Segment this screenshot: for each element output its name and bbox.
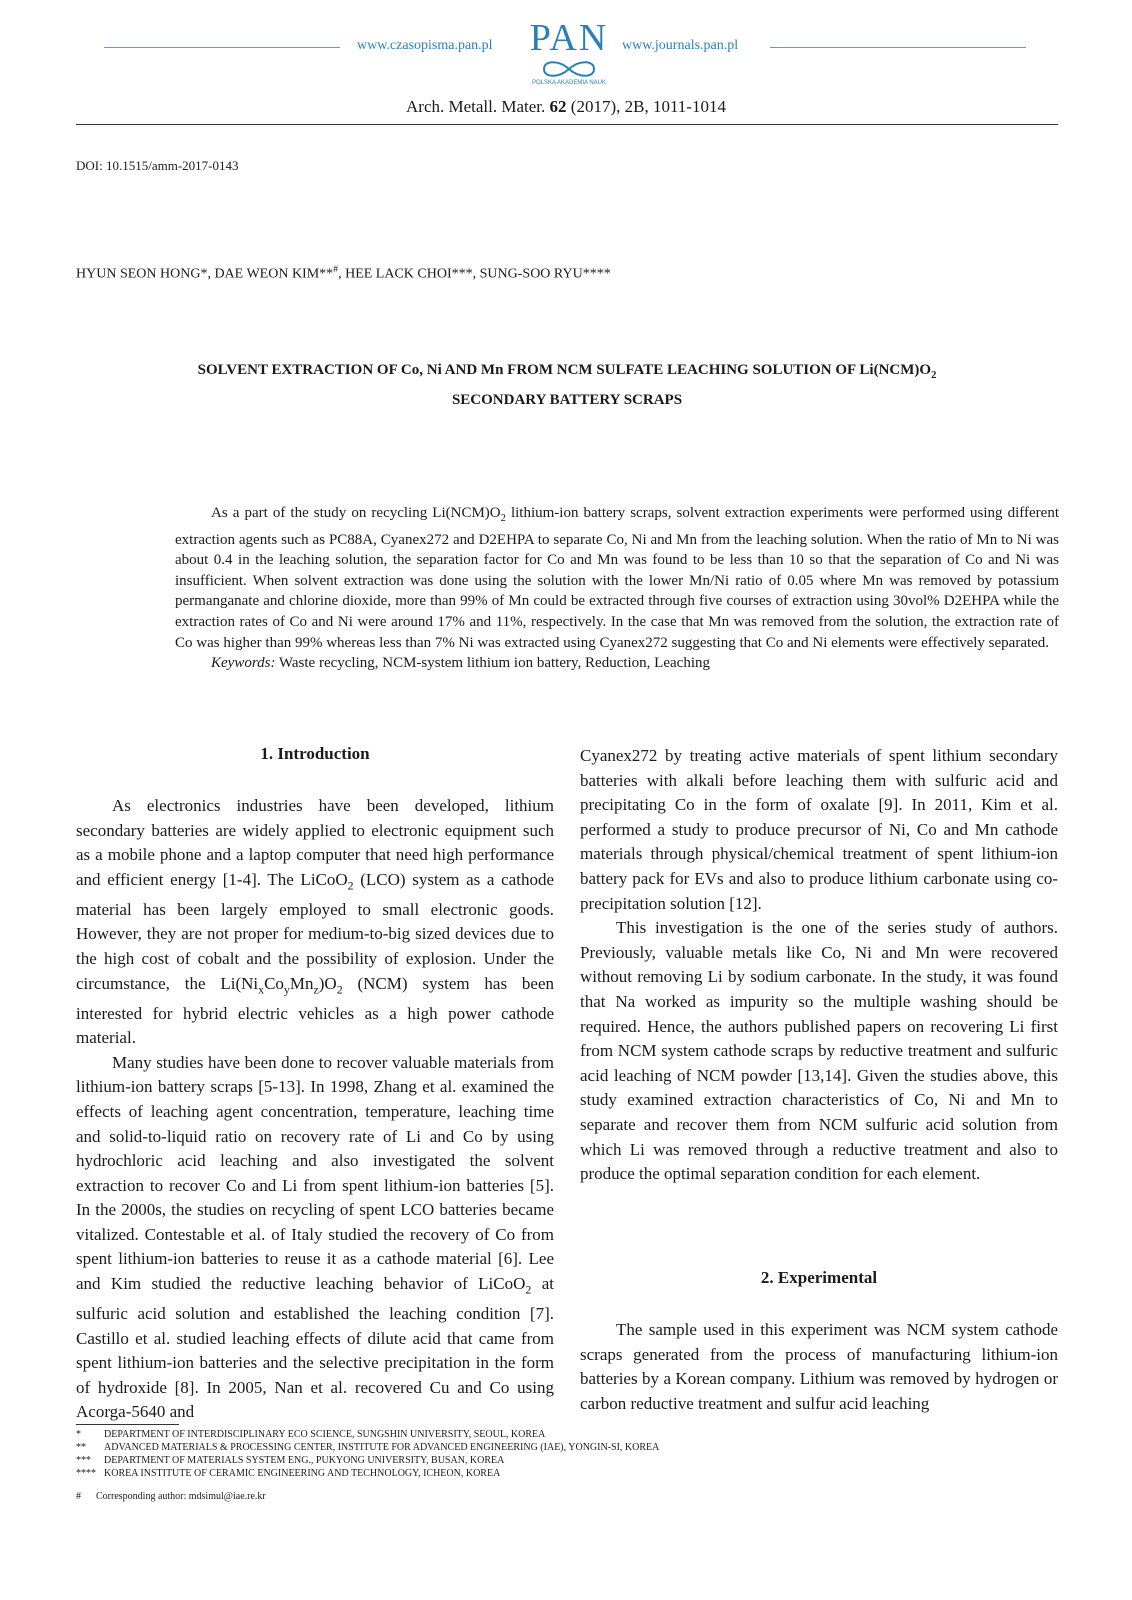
intro-p2-sub: 2 bbox=[525, 1282, 532, 1297]
experimental-heading: 2. Experimental bbox=[760, 1268, 878, 1287]
author-list bbox=[76, 264, 611, 283]
intro-paragraph-1 bbox=[76, 794, 554, 1051]
footnote-text: DEPARTMENT OF INTERDISCIPLINARY ECO SCIENCE, SUNGSHIN UNIVERSITY, SEOUL, KOREA bbox=[104, 1429, 546, 1440]
title-line-1 bbox=[76, 358, 1058, 388]
authors-part-1: HYUN SEON HONG*, DAE WEON KIM** bbox=[76, 266, 334, 282]
doi[interactable]: DOI: 10.1515/amm-2017-0143 bbox=[76, 158, 239, 173]
corresponding-mark: # bbox=[76, 1491, 81, 1502]
footnote-1 bbox=[76, 1428, 545, 1441]
intro-paragraph-4: This investigation is the one of the series study of authors. Previously, valuable metals like Co, Ni and Mn were recovered without removing Li by sodium carbonate. In the study, it was found that Na worked as impurity so the multiple washing should be required. Hence, the authors published papers on recovering Li first from NCM system cathode scraps by reductive treatment and sulfuric acid leaching of NCM powder [13,14]. Given the studies above, this study examined extraction characteristics of Co, Ni and Mn to separate and recover them from NCM sulfuric acid solution from which Li was removed through a reductive treatment and also to produce the optimal separation condition for each element. bbox=[580, 918, 1058, 1184]
intro-paragraph-2 bbox=[76, 1051, 554, 1425]
footnote-rule bbox=[76, 1424, 179, 1425]
intro-p1-y: y bbox=[283, 981, 290, 996]
footnote-text: KOREA INSTITUTE OF CERAMIC ENGINEERING AND TECHNOLOGY, ICHEON, KOREA bbox=[104, 1468, 501, 1479]
footnote-2 bbox=[76, 1441, 659, 1454]
intro-p1-z: z bbox=[313, 981, 319, 996]
abstract-part-b: lithium-ion battery scraps, solvent extraction experiments were performed using different extraction agents such as PC88A, Cyanex272 and D2EHPA to separate Co, Ni and Mn from the leaching solution. When the ratio of Mn to Ni was about 0.4 in the leaching solution, the separation factor for Co and Mn was found to be less than 10 so that the separation of Co and Ni was insufficient. When solvent extraction was done using the solution with the lower Mn/Ni ratio of 0.05 where Mn was removed by potassium permanganate and chlorine dioxide, more than 99% of Mn could be extracted through five courses of extraction using 30vol% D2EHPA while the extraction rates of Co and Ni were around 17% and 11%, respectively. In the case that Mn was removed from the solution, the extraction rate of Co was higher than 99% whereas less than 7% Ni was extracted using Cyanex272 suggesting that Co and Ni elements were effectively separated. bbox=[175, 505, 1059, 651]
pan-logo bbox=[526, 18, 612, 88]
abstract-part-a: As a part of the study on recycling Li(NCM)O bbox=[211, 505, 501, 521]
header-line-left bbox=[104, 47, 340, 48]
intro-column bbox=[76, 794, 554, 1425]
intro-p2-b: at sulfuric acid solution and established the leaching condition [7]. Castillo et al. studied leaching effects of dilute acid that came from spent lithium-ion batteries and the selective precipitation in the form of hydroxide [8]. In 2005, Nan et al. recovered Cu and Co using Acorga-5640 and bbox=[76, 1274, 554, 1422]
title-line-2: SECONDARY BATTERY SCRAPS bbox=[451, 392, 683, 408]
intro-p1-b: (LCO) system as a cathode material has been largely employed to small electronic goods. However, they are not proper for medium-to-big sized devices due to the high cost of cobalt and the possibility of explosion. Under the circumstance, the Li(Ni bbox=[76, 869, 554, 993]
authors-part-2: , HEE LACK CHOI***, SUNG-SOO RYU**** bbox=[338, 266, 611, 282]
footnote-3 bbox=[76, 1454, 504, 1467]
intro-p1-mn: Mn bbox=[289, 973, 314, 993]
intro-p1-x: x bbox=[258, 981, 265, 996]
header-url-left[interactable]: www.czasopisma.pan.pl bbox=[357, 38, 493, 53]
abstract bbox=[175, 503, 1059, 674]
header-url-right[interactable]: www.journals.pan.pl bbox=[622, 38, 739, 53]
abstract-text bbox=[175, 503, 1059, 653]
title-line-1-text: SOLVENT EXTRACTION OF Co, Ni AND Mn FROM NCM SULFATE LEACHING SOLUTION OF Li(NCM)O bbox=[197, 362, 932, 378]
abstract-subscript: 2 bbox=[500, 513, 506, 524]
header-rule bbox=[76, 124, 1058, 125]
footnote-mark: ** bbox=[76, 1442, 86, 1453]
intro-heading: 1. Introduction bbox=[260, 744, 370, 763]
footnote-text: DEPARTMENT OF MATERIALS SYSTEM ENG., PUKYONG UNIVERSITY, BUSAN, KOREA bbox=[104, 1455, 505, 1466]
experimental-paragraph-1: The sample used in this experiment was NCM system cathode scraps generated from the process of manufacturing lithium-ion batteries by a Korean company. Lithium was removed by hydrogen or carbon reductive treatment and sulfur acid leaching bbox=[580, 1320, 1058, 1413]
intro-p1-sub2: 2 bbox=[336, 981, 343, 996]
experimental-column bbox=[580, 1318, 1058, 1416]
journal-issue-pages: (2017), 2B, 1011-1014 bbox=[570, 97, 726, 116]
footnote-text: ADVANCED MATERIALS & PROCESSING CENTER, INSTITUTE FOR ADVANCED ENGINEERING (IAE), YONGIN-SI, KOREA bbox=[104, 1442, 660, 1453]
keywords bbox=[175, 653, 1059, 674]
corresponding-mark: # bbox=[333, 264, 339, 275]
footnote-4 bbox=[76, 1467, 500, 1480]
paper-title bbox=[76, 358, 1058, 413]
intro-p1-sub1: 2 bbox=[347, 878, 354, 893]
intro-p1-o: )O bbox=[318, 973, 337, 993]
intro-p2-a: Many studies have been done to recover valuable materials from lithium-ion battery scraps [5-13]. In 1998, Zhang et al. examined the effects of leaching agent concentration, temperature, leaching time and solid-to-liquid ratio on recovery rate of Li and Co by using hydrochloric acid leaching and also investigated the solvent extraction to recover Co and Li from spent lithium-ion batteries [5]. In the 2000s, the studies on recycling of spent LCO batteries became vitalized. Contestable et al. of Italy studied the recovery of Co from spent lithium-ion batteries to reuse it as a cathode material [6]. Lee and Kim studied the reductive leaching behavior of LiCoO bbox=[76, 1052, 554, 1294]
footnote-mark: **** bbox=[76, 1468, 96, 1479]
intro-paragraph-3: Cyanex272 by treating active materials of spent lithium secondary batteries with alkali before leaching them with sulfuric acid and precipitating Co in the form of oxalate [9]. In 2011, Kim et al. performed a study to produce precursor of Ni, Co and Mn cathode materials through physical/chemical treatment of spent lithium-ion battery pack for EVs and also to produce lithium carbonate using co-precipitation solution [12]. bbox=[580, 746, 1058, 913]
pan-logo-subtext: POLSKA AKADEMIA NAUK bbox=[531, 80, 607, 86]
infinity-loop-icon bbox=[526, 60, 612, 78]
keywords-label: Keywords: bbox=[211, 655, 276, 672]
journal-volume: 62 bbox=[549, 97, 567, 116]
journal-citation bbox=[0, 97, 1132, 117]
corresponding-text[interactable]: Corresponding author: mdsimul@iae.re.kr bbox=[96, 1491, 266, 1502]
footnote-mark: *** bbox=[76, 1455, 91, 1466]
intro-p1-a: As electronics industries have been developed, lithium secondary batteries are widely applied to electronic equipment such as a mobile phone and a laptop computer that need high performance and efficient energy [1-4]. The LiCoO bbox=[76, 796, 554, 889]
corresponding-author bbox=[76, 1490, 266, 1503]
journal-name: Arch. Metall. Mater. bbox=[406, 97, 546, 116]
footnote-mark: * bbox=[76, 1429, 81, 1440]
intro-p1-c: (NCM) system has been interested for hybrid electric vehicles as a high power cathode material. bbox=[76, 973, 554, 1048]
pan-logo-text: PAN bbox=[529, 17, 609, 59]
keywords-list: Waste recycling, NCM-system lithium ion battery, Reduction, Leaching bbox=[275, 655, 710, 672]
title-subscript: 2 bbox=[931, 370, 937, 381]
intro-p1-co: Co bbox=[264, 973, 284, 993]
intro-column-continued bbox=[580, 744, 1058, 1187]
header-line-right bbox=[770, 47, 1026, 48]
